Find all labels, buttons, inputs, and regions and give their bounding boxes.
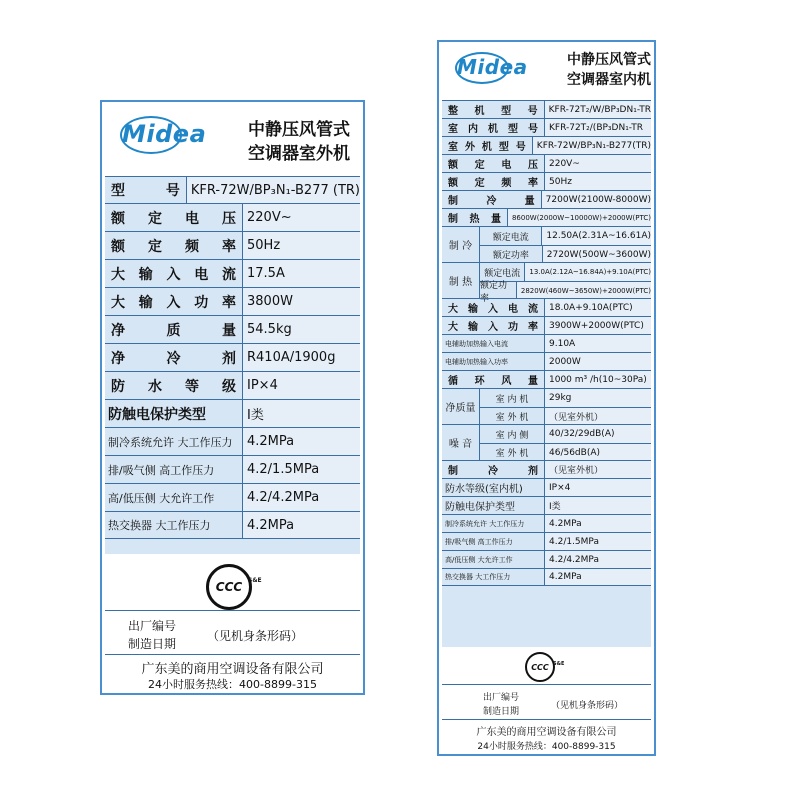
row-label-char: 号	[165, 183, 180, 199]
row-label-char: 额	[111, 238, 125, 255]
row-label-char: 制	[448, 214, 458, 225]
row-label-char: 入	[488, 304, 498, 315]
spec-row	[442, 316, 651, 334]
row-label	[442, 533, 545, 550]
row-label-char: 号	[527, 106, 538, 117]
row-label	[105, 316, 243, 343]
row-label-char: 大	[448, 304, 458, 315]
row-label-char: 剂	[222, 350, 236, 367]
row-label	[442, 461, 545, 478]
spec-row	[105, 511, 360, 539]
row-label-char: 额	[448, 178, 458, 189]
spec-row	[105, 176, 360, 203]
row-label-char: 输	[138, 266, 153, 283]
outdoor-spec-table	[105, 176, 360, 554]
row-value: 8600W(2000W~10000W)+2000W(PTC)	[508, 209, 651, 226]
row-label-char: 外	[464, 142, 475, 153]
row-label	[442, 173, 545, 190]
row-value: （见室外机）	[545, 461, 651, 478]
row-value: 4.2/1.5MPa	[243, 456, 360, 483]
row-value: 3900W+2000W(PTC)	[545, 317, 651, 334]
spec-row	[442, 100, 651, 118]
row-label	[442, 155, 545, 172]
row-label	[105, 344, 243, 371]
row-label-char: 输	[138, 294, 153, 311]
row-label-char: 入	[166, 294, 181, 311]
row-label-text: 热交换器 大工作压力	[445, 573, 511, 581]
spec-row	[105, 343, 360, 371]
row-label	[442, 497, 545, 514]
row-label-text: 排/吸气侧 高工作压力	[108, 463, 215, 477]
row-value: KFR-72W/BP₃N₁-B277 (TR)	[187, 177, 360, 203]
row-label-text: 高/低压侧 大允许工作	[445, 555, 513, 564]
row-label-char: 定	[474, 178, 485, 189]
row-label-char: 冷	[488, 466, 498, 477]
group-label: 制 冷	[442, 227, 480, 262]
row-label	[105, 372, 243, 399]
group-label: 制 热	[442, 263, 480, 298]
midea-logo: Midea	[122, 120, 207, 148]
row-label-char: 输	[468, 304, 478, 315]
company-name: 广东美的商用空调设备有限公司	[141, 662, 324, 677]
row-label	[105, 456, 243, 483]
serial-number-label: 出厂编号	[128, 619, 177, 633]
indoor-title-line2: 空调器室内机	[567, 72, 651, 88]
group-sub-row	[480, 443, 651, 461]
row-label-char: 防	[111, 378, 125, 395]
row-label-char: 率	[222, 294, 236, 311]
row-label-char: 室	[448, 142, 458, 153]
serial-number-label: 出厂编号	[483, 693, 520, 703]
row-label-char: 大	[111, 266, 125, 283]
ccc-mark: CCC	[525, 652, 555, 682]
row-label	[442, 515, 545, 532]
row-label	[442, 371, 545, 388]
row-value: KFR-72T₂/W/BP₃DN₁-TR	[545, 101, 651, 118]
row-label-char: 级	[222, 378, 236, 395]
row-label-char: 大	[111, 294, 125, 311]
row-label-char: 循	[448, 376, 458, 387]
row-value: R410A/1900g	[243, 344, 360, 371]
row-label	[442, 191, 542, 208]
spec-row	[442, 118, 651, 136]
group-sub-row	[480, 407, 651, 425]
row-value: KFR-72W/BP₃N₁-B277(TR)	[533, 137, 651, 154]
row-value: 4.2/4.2MPa	[545, 551, 651, 568]
see-barcode-note: （见机身条形码）	[551, 701, 624, 711]
row-label-char: 率	[528, 322, 538, 333]
weight-group	[442, 388, 651, 424]
row-label-char: 制	[448, 466, 458, 477]
spec-row	[442, 514, 651, 532]
spec-row	[105, 231, 360, 259]
sub-row-label: 室 外 机	[480, 408, 545, 425]
row-label-char: 制	[448, 196, 458, 207]
ccc-tag: S&E	[553, 661, 565, 667]
row-label-char: 环	[474, 376, 485, 387]
row-label-char: 率	[222, 238, 236, 255]
spec-row	[442, 136, 651, 154]
spec-row	[105, 315, 360, 343]
row-label-char: 号	[528, 124, 538, 135]
manufacture-date-label: 制造日期	[128, 637, 177, 651]
manufacture-date-label: 制造日期	[483, 707, 520, 717]
indoor-spec-table	[442, 100, 651, 647]
row-label-text: 热交换器 大工作压力	[108, 519, 211, 532]
row-label-char: 大	[448, 322, 458, 333]
row-value: IP×4	[545, 479, 651, 496]
sub-row-label: 额定电流	[480, 263, 525, 281]
row-label	[105, 260, 243, 287]
row-label-char: 量	[222, 322, 236, 339]
row-label-char: 内	[468, 124, 478, 135]
row-label-char: 压	[222, 210, 236, 227]
row-label-char: 电	[194, 266, 209, 283]
row-label-char: 定	[148, 238, 162, 255]
ccc-mark: CCC	[206, 564, 252, 610]
row-label-char: 室	[448, 124, 458, 135]
row-label-char: 额	[111, 210, 125, 227]
row-label	[105, 400, 243, 427]
spec-row	[105, 203, 360, 231]
row-label-char: 净	[111, 322, 125, 339]
company-name: 广东美的商用空调设备有限公司	[476, 727, 617, 738]
row-label-char: 净	[111, 350, 125, 367]
sub-row-label: 室 内 机	[480, 389, 545, 407]
row-label-char: 量	[490, 214, 501, 225]
row-label-char: 输	[468, 322, 478, 333]
midea-logo: Midea	[457, 55, 528, 79]
row-value: I类	[243, 400, 360, 427]
row-label-char: 型	[501, 106, 512, 117]
sub-row-label: 室 外 机	[480, 444, 545, 461]
row-label	[105, 512, 243, 538]
group-label: 净质量	[442, 389, 480, 424]
row-value: IP×4	[243, 372, 360, 399]
row-label-char: 整	[448, 106, 458, 117]
row-label	[442, 137, 533, 154]
sub-row-value: （见室外机）	[545, 408, 651, 425]
ccc-tag: S&E	[248, 577, 262, 584]
row-label-char: 型	[508, 124, 518, 135]
row-value: 4.2MPa	[243, 512, 360, 538]
row-value: 54.5kg	[243, 316, 360, 343]
row-label	[105, 177, 187, 203]
spec-row	[105, 483, 360, 511]
row-label-char: 风	[501, 376, 512, 387]
group-sub-row	[480, 245, 651, 263]
row-value: 220V~	[243, 204, 360, 231]
row-label-char: 流	[528, 304, 538, 315]
cool-group	[442, 226, 651, 262]
row-label-char: 号	[515, 142, 526, 153]
row-label-char: 机	[474, 106, 485, 117]
sub-row-label: 室 内 侧	[480, 425, 545, 443]
row-label-char: 率	[527, 178, 538, 189]
sub-row-label: 额定电流	[480, 227, 542, 245]
row-value: 7200W(2100W-8000W)	[542, 191, 651, 208]
heat-group	[442, 262, 651, 304]
spec-row	[442, 172, 651, 190]
spec-row	[442, 334, 651, 352]
spec-row	[442, 568, 651, 586]
spec-row	[442, 478, 651, 496]
row-value: 50Hz	[545, 173, 651, 190]
row-label	[442, 353, 545, 370]
outdoor-title-line2: 空调器室外机	[248, 144, 350, 164]
row-value: 4.2MPa	[243, 428, 360, 455]
sub-row-value: 12.50A(2.31A~16.61A)	[542, 227, 651, 245]
row-label-char: 量	[527, 376, 538, 387]
row-label	[442, 299, 545, 316]
spec-row	[442, 190, 651, 208]
group-sub-row	[480, 280, 651, 304]
spec-row	[105, 399, 360, 427]
row-label-char: 频	[501, 178, 512, 189]
row-label-char: 流	[222, 266, 236, 283]
group-sub-row	[480, 389, 651, 407]
row-label-text: 电辅助加热输入功率	[445, 357, 508, 366]
spec-row	[442, 370, 651, 388]
row-label-text: 高/低压侧 大允许工作	[108, 491, 215, 505]
sub-row-value: 46/56dB(A)	[545, 444, 651, 461]
spec-row	[442, 208, 651, 226]
spec-row	[105, 371, 360, 399]
row-label-char: 定	[474, 160, 485, 171]
row-label	[442, 119, 545, 136]
spec-row	[442, 550, 651, 568]
spec-row	[105, 455, 360, 483]
spec-row	[442, 460, 651, 478]
spec-row	[105, 427, 360, 455]
row-label-char: 型	[498, 142, 509, 153]
spec-row	[105, 287, 360, 315]
row-label-char: 入	[488, 322, 498, 333]
outdoor-title-line1: 中静压风管式	[248, 120, 350, 140]
row-label	[442, 479, 545, 496]
row-label-char: 电	[185, 210, 199, 227]
row-label-char: 机	[481, 142, 492, 153]
row-label-text: 制冷系统允许 大工作压力	[445, 519, 525, 528]
row-label-text: 电辅助加热输入电流	[445, 339, 508, 348]
spec-row	[442, 298, 651, 316]
row-label	[442, 317, 545, 334]
row-value: 50Hz	[243, 232, 360, 259]
row-value: 220V~	[545, 155, 651, 172]
row-label	[105, 288, 243, 315]
row-label-text: 排/吸气侧 高工作压力	[445, 537, 513, 546]
row-label-text: 防触电保护类型	[108, 406, 206, 423]
row-label-text: 防触电保护类型	[445, 502, 515, 513]
sub-row-value: 40/32/29dB(A)	[545, 425, 651, 443]
row-value: 4.2MPa	[545, 569, 651, 585]
row-value: 3800W	[243, 288, 360, 315]
spec-row	[442, 532, 651, 550]
row-value: 4.2/4.2MPa	[243, 484, 360, 511]
sub-row-label: 额定功率	[480, 246, 543, 263]
row-label-char: 质	[166, 322, 181, 339]
see-barcode-note: （见机身条形码）	[207, 629, 304, 643]
row-label	[442, 209, 508, 226]
row-label	[442, 551, 545, 568]
row-label-char: 电	[508, 304, 518, 315]
row-label-text: 制冷系统允许 大工作压力	[108, 435, 233, 449]
spec-row	[442, 352, 651, 370]
service-hotline: 24小时服务热线：400-8899-315	[148, 678, 317, 691]
row-label-char: 水	[148, 378, 162, 395]
row-label-char: 量	[524, 196, 535, 207]
row-label-char: 冷	[166, 350, 181, 367]
outdoor-unit-nameplate	[100, 100, 365, 695]
row-label	[105, 204, 243, 231]
sub-row-value: 2820W(460W~3650W)+2000W(PTC)	[517, 282, 651, 299]
spec-row	[442, 496, 651, 514]
row-value: 4.2/1.5MPa	[545, 533, 651, 550]
row-value: 9.10A	[545, 335, 651, 352]
sub-row-value: 2720W(500W~3600W)	[543, 246, 651, 263]
row-label-char: 定	[148, 210, 162, 227]
row-label-char: 入	[166, 266, 181, 283]
row-value: I类	[545, 497, 651, 514]
row-label	[105, 232, 243, 259]
indoor-unit-nameplate	[437, 40, 656, 756]
row-label	[442, 569, 545, 585]
sub-row-value: 13.0A(2.12A~16.84A)+9.10A(PTC)	[525, 263, 651, 281]
row-label-char: 机	[488, 124, 498, 135]
row-value: 17.5A	[243, 260, 360, 287]
sub-row-label: 额定功率	[480, 282, 517, 299]
row-label-char: 额	[448, 160, 458, 171]
row-label-char: 热	[469, 214, 480, 225]
row-label	[105, 428, 243, 455]
group-sub-row	[480, 425, 651, 443]
row-label	[442, 335, 545, 352]
row-label-char: 等	[185, 378, 199, 395]
row-label-char: 功	[194, 294, 209, 311]
row-value: 2000W	[545, 353, 651, 370]
row-label-char: 型	[111, 183, 125, 199]
service-hotline: 24小时服务热线：400-8899-315	[477, 742, 616, 752]
row-label-char: 冷	[486, 196, 497, 207]
row-label-char: 剂	[528, 466, 538, 477]
row-value: 1000 m³ /h(10~30Pa)	[545, 371, 651, 388]
row-label	[105, 484, 243, 511]
row-label	[442, 101, 545, 118]
row-value: KFR-72T₂/(BP₃DN₁-TR	[545, 119, 651, 136]
row-label-char: 压	[527, 160, 538, 171]
row-label-char: 频	[185, 238, 199, 255]
row-label-text: 防水等级(室内机)	[445, 484, 523, 495]
indoor-title-line1: 中静压风管式	[567, 52, 651, 68]
row-value: 18.0A+9.10A(PTC)	[545, 299, 651, 316]
spec-row	[105, 259, 360, 287]
group-sub-row	[480, 227, 651, 245]
sub-row-value: 29kg	[545, 389, 651, 407]
noise-group	[442, 424, 651, 460]
row-label-char: 电	[501, 160, 512, 171]
row-label-char: 功	[508, 322, 518, 333]
row-value: 4.2MPa	[545, 515, 651, 532]
group-label: 噪 音	[442, 425, 480, 460]
spec-row	[442, 154, 651, 172]
